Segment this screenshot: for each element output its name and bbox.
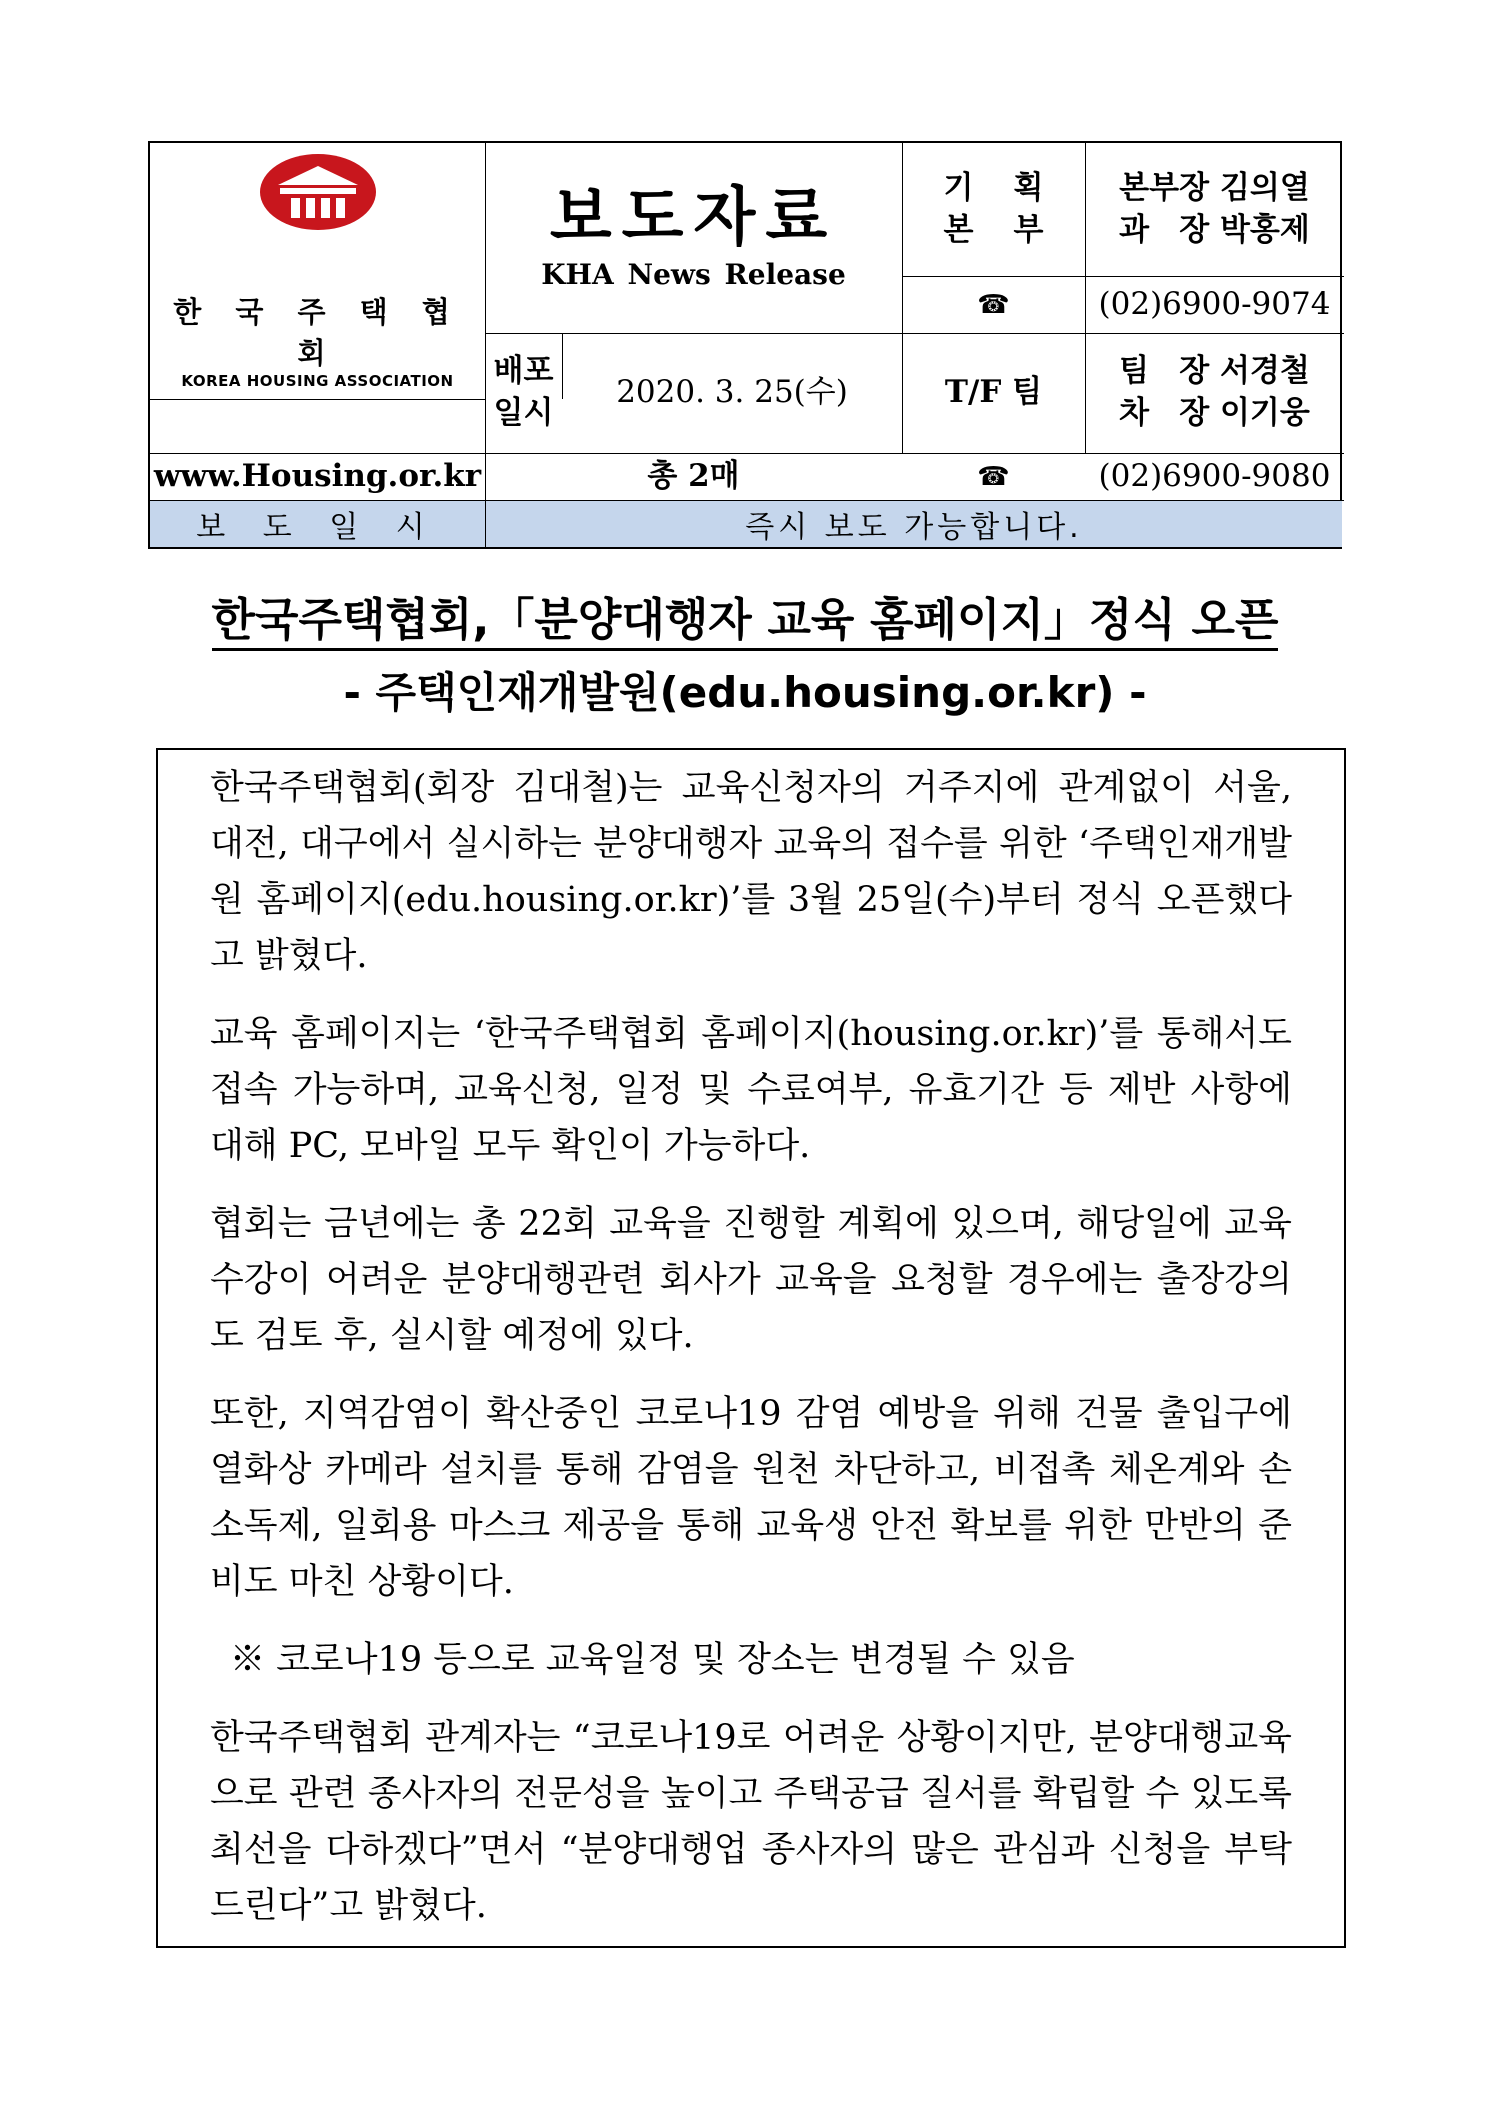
release-date: 2020. 3. 25(수) [616, 374, 848, 411]
org-name-ko: 한 국 주 택 협 회 [173, 295, 462, 370]
contact-name: 박홍제 [1219, 211, 1310, 248]
contact-role: 과 장 [1119, 211, 1210, 248]
headline-title [148, 583, 1342, 648]
release-title: 보도자료 [549, 179, 838, 255]
kha-logo-icon [258, 152, 378, 232]
headline-subtitle: - 주택인재개발원(edu.housing.or.kr) - [343, 668, 1147, 717]
website-link[interactable]: www.Housing.or.kr [153, 457, 482, 494]
embargo-value: 즉시 보도 가능합니다. [486, 501, 1342, 547]
contact-name: 서경철 [1219, 353, 1310, 390]
contact-role: 차 장 [1119, 395, 1210, 431]
phone-icon: ☎ [977, 461, 1010, 492]
dept1-char: 기 [943, 169, 974, 206]
embargo-label: 보 도 일 시 [150, 501, 485, 547]
body-paragraph: 한국주택협회(회장 김대철)는 교육신청자의 거주지에 관계없이 서울, 대전, 대구에서 실시하는 분양대행자 교육의 접수를 위한 ‘주택인재개발원 홈페이지(edu.housing.or.kr)’를 3월 25일(수)부터 정식 오픈했다고 밝혔다. [210, 768, 1292, 976]
dept1-char: 부 [1013, 211, 1044, 248]
contact-role: 팀 장 [1119, 353, 1210, 390]
contact-name: 김의열 [1219, 169, 1310, 206]
press-release-header [148, 141, 1342, 549]
dept1-char: 획 [1013, 169, 1044, 206]
body-paragraph: 교육 홈페이지는 ‘한국주택협회 홈페이지(housing.or.kr)’를 통해서도 접속 가능하며, 교육신청, 일정 및 수료여부, 유효기간 등 제반 사항에 대해 PC, 모바일 모두 확인이 가능하다. [210, 1014, 1292, 1166]
body-paragraph: 또한, 지역감염이 확산중인 코로나19 감염 예방을 위해 건물 출입구에 열화상 카메라 설치를 통해 감염을 원천 차단하고, 비접촉 체온계와 손소독제, 일회용 마스크 제공을 통해 교육생 안전 확보를 위한 만반의 준비도 마친 상황이다. [210, 1394, 1292, 1602]
body-text-box [156, 748, 1346, 1948]
release-title-block [485, 143, 902, 333]
phone-number-2[interactable]: (02)6900-9080 [1098, 457, 1331, 494]
release-date-label: 배포일시 [493, 353, 554, 431]
dept1-char: 본 [943, 211, 974, 248]
dept-tf-team: T/F 팀 [944, 374, 1043, 411]
contact-tf-team [1085, 333, 1344, 453]
contact-planning [1085, 143, 1344, 276]
phone-icon: ☎ [977, 289, 1010, 320]
dept-planning [902, 143, 1085, 276]
org-name-en: KOREA HOUSING ASSOCIATION [181, 372, 454, 390]
contact-name: 이기웅 [1219, 395, 1310, 431]
headline-title-text: 한국주택협회,「분양대행자 교육 홈페이지」정식 오픈 [212, 593, 1279, 651]
org-logo-block [150, 143, 485, 399]
page-count: 총 2매 [647, 457, 740, 494]
contact-role: 본부장 [1119, 169, 1210, 206]
body-note: ※ 코로나19 등으로 교육일정 및 장소는 변경될 수 있음 [230, 1640, 1075, 1680]
body-closing: 한국주택협회 관계자는 “코로나19로 어려운 상황이지만, 분양대행교육으로 관련 종사자의 전문성을 높이고 주택공급 질서를 확립할 수 있도록 최선을 다하겠다”면서 “분양대행업 종사자의 많은 관심과 신청을 부탁드린다”고 밝혔다. [210, 1718, 1292, 1926]
body-paragraph: 협회는 금년에는 총 22회 교육을 진행할 계획에 있으며, 해당일에 교육수강이 어려운 분양대행관련 회사가 교육을 요청할 경우에는 출장강의도 검토 후, 실시할 예정에 있다. [210, 1204, 1292, 1356]
release-title-en: KHA News Release [541, 257, 846, 291]
phone-number-1[interactable]: (02)6900-9074 [1098, 285, 1331, 322]
